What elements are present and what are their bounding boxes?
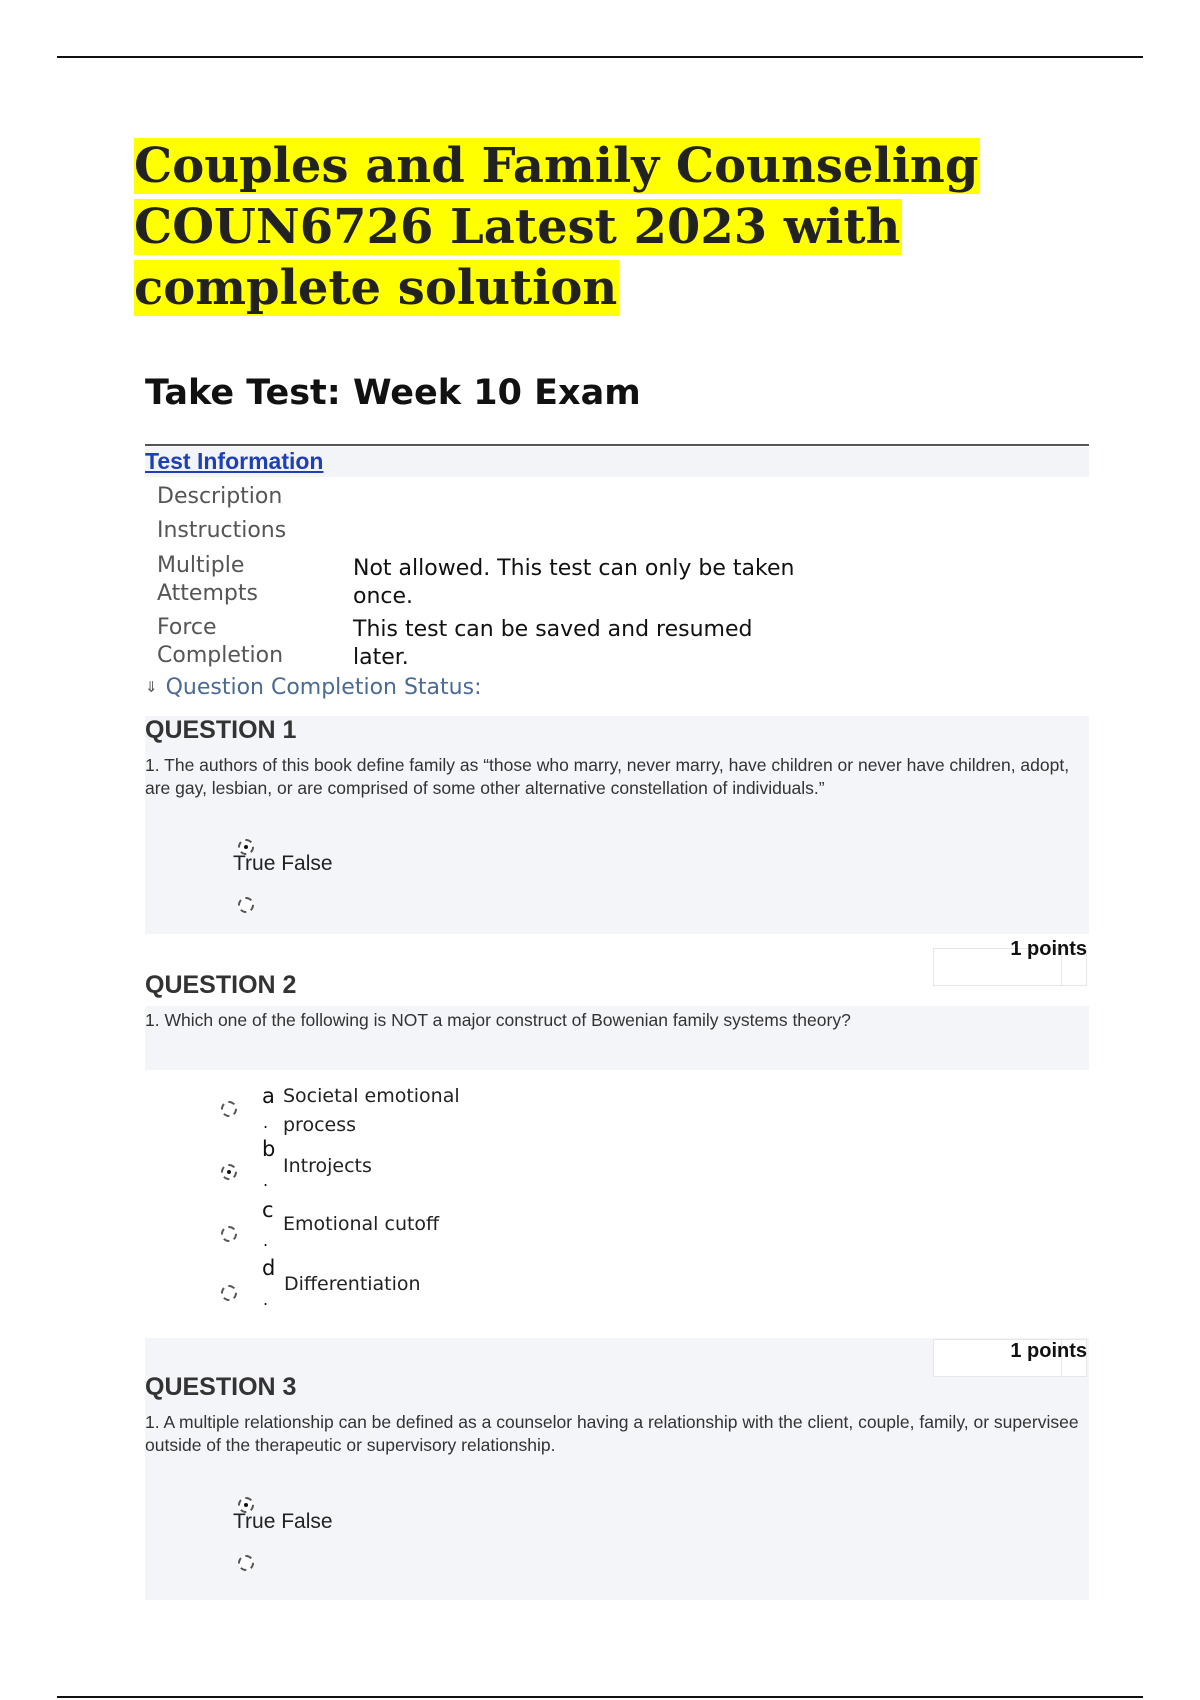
info-label-force-completion: Force Completion xyxy=(157,615,284,668)
question-2-title: QUESTION 2 xyxy=(145,971,297,999)
question-completion-status[interactable] xyxy=(145,675,481,700)
chevron-down-icon: ⇓ xyxy=(145,678,158,696)
status-label: Question Completion Status: xyxy=(165,675,482,700)
question-2-option-c-dot: . xyxy=(263,1231,269,1250)
question-2-option-d-dot: . xyxy=(263,1290,269,1309)
info-label-description: Description xyxy=(157,484,283,509)
question-2-option-b-radio[interactable] xyxy=(221,1164,237,1180)
info-value-force-completion: This test can be saved and resumed later. xyxy=(353,617,753,670)
info-label-multiple-attempts: Multiple Attempts xyxy=(157,553,258,606)
question-2-option-b-letter: b xyxy=(262,1137,276,1161)
question-1-text: 1. The authors of this book define family as “those who marry, never marry, have children or never have children, adopt, are gay, lesbian, or are comprised of some other alternative constellation of individuals.” xyxy=(145,755,1070,798)
question-3-true-false-label: True False xyxy=(233,1510,333,1533)
document-title: Couples and Family Counseling COUN6726 Latest 2023 with complete solution xyxy=(134,138,979,316)
question-2-option-a-text: Societal emotional process xyxy=(283,1085,460,1136)
question-2-text: 1. Which one of the following is NOT a major construct of Bowenian family systems theory? xyxy=(145,1010,851,1030)
question-1-title: QUESTION 1 xyxy=(145,716,297,744)
question-2-option-c-letter: c xyxy=(262,1198,274,1222)
question-3-points: 1 points xyxy=(1010,1340,1087,1362)
question-1-panel xyxy=(145,716,1089,934)
info-value-multiple-attempts: Not allowed. This test can only be taken once. xyxy=(353,556,795,609)
question-2-option-d-letter: d xyxy=(262,1256,276,1280)
question-1-false-radio[interactable] xyxy=(238,897,254,913)
question-3-false-radio[interactable] xyxy=(238,1555,254,1571)
question-3-text: 1. A multiple relationship can be defined as a counselor having a relationship with the client, couple, family, or supervisee outside of the therapeutic or supervisory relationship. xyxy=(145,1412,1079,1455)
top-rule xyxy=(57,56,1143,58)
question-2-option-d-radio[interactable] xyxy=(221,1285,237,1301)
info-label-instructions: Instructions xyxy=(157,518,287,543)
question-2-option-a-dot: . xyxy=(263,1113,269,1132)
question-1-true-false-label: True False xyxy=(233,852,333,875)
bottom-rule xyxy=(57,1696,1143,1698)
heading-divider xyxy=(145,444,1089,446)
question-2-option-d-text: Differentiation xyxy=(284,1273,421,1295)
question-2-option-c-radio[interactable] xyxy=(221,1226,237,1242)
question-3-title: QUESTION 3 xyxy=(145,1373,297,1401)
test-heading: Take Test: Week 10 Exam xyxy=(145,373,641,413)
question-2-option-a-letter: a xyxy=(262,1084,275,1108)
question-2-option-c-text: Emotional cutoff xyxy=(283,1213,440,1235)
question-2-option-b-text: Introjects xyxy=(283,1155,372,1177)
question-2-option-b-dot: . xyxy=(263,1171,269,1190)
question-2-points: 1 points xyxy=(1010,938,1087,960)
question-2-option-a-radio[interactable] xyxy=(221,1101,237,1117)
test-information-link[interactable]: Test Information xyxy=(145,448,324,474)
